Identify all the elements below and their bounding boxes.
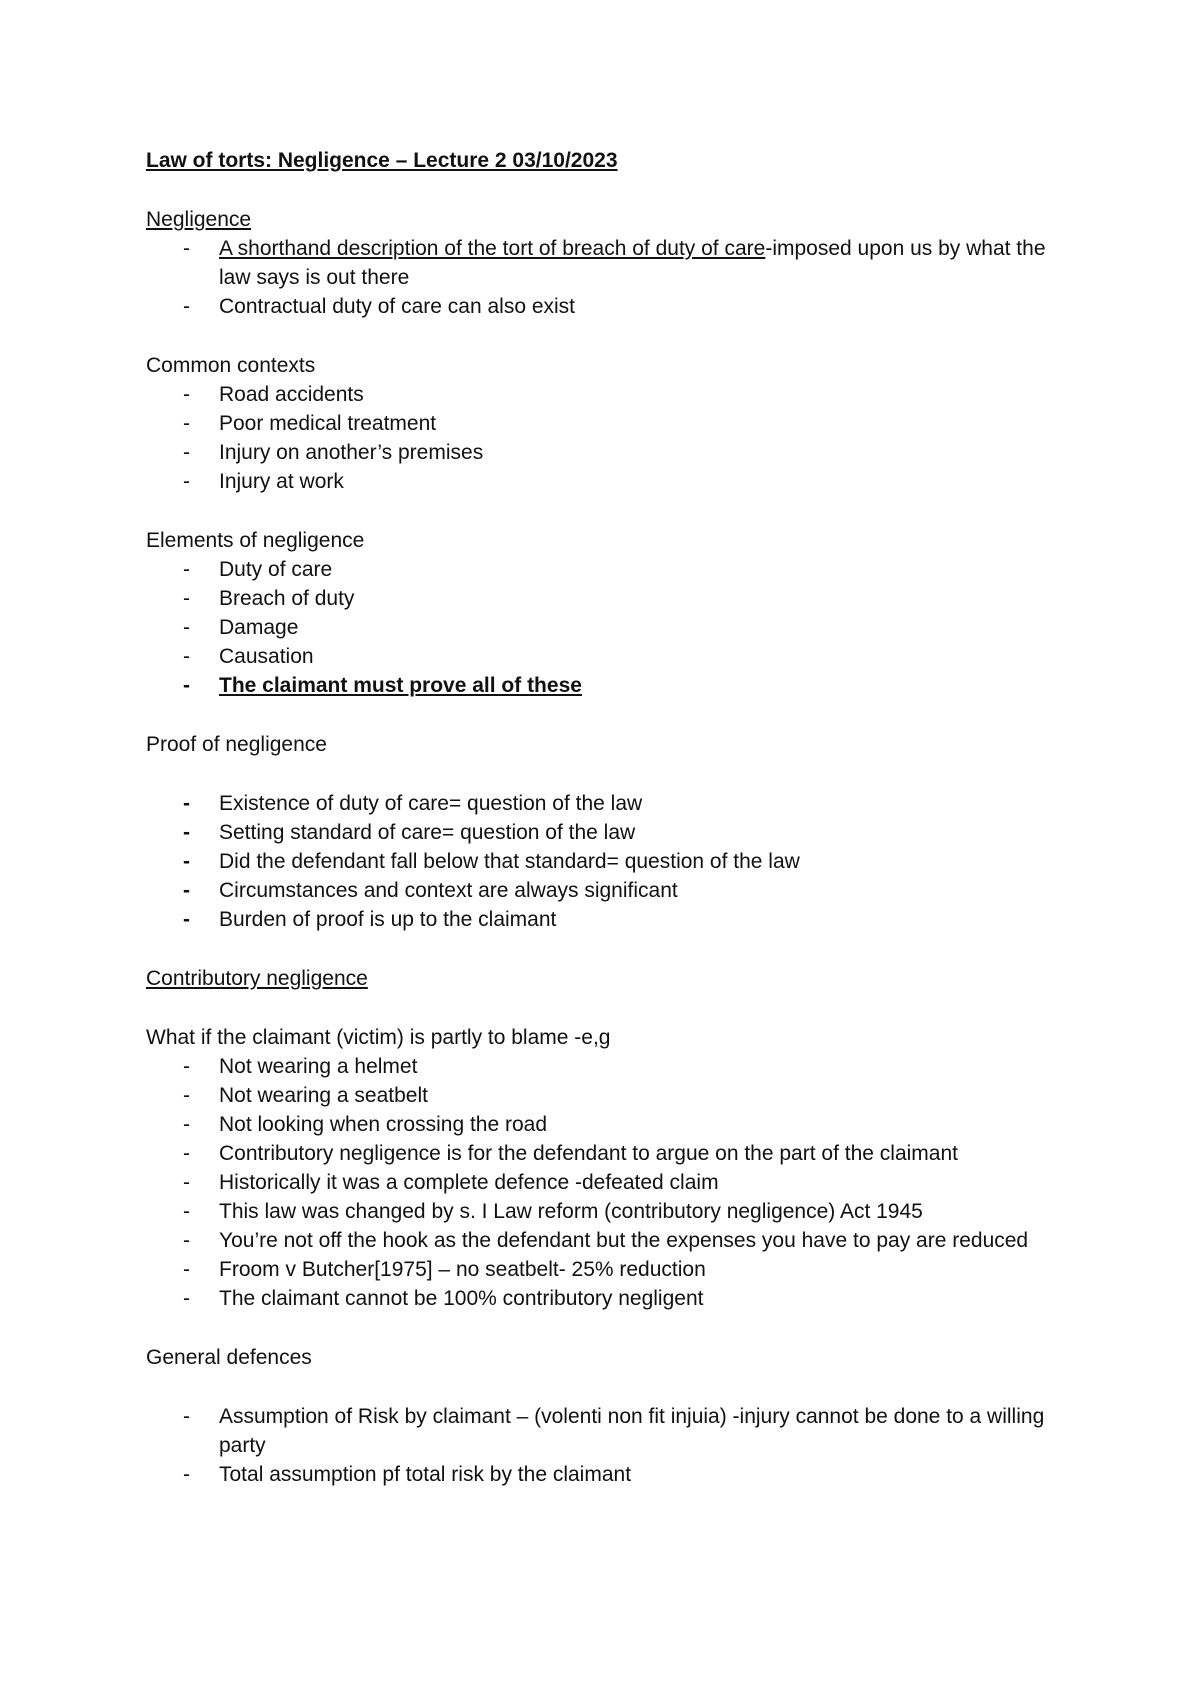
contributory-question: What if the claimant (victim) is partly to blame -e,g bbox=[146, 1026, 611, 1049]
list-common-contexts bbox=[146, 380, 1046, 496]
list-proof bbox=[146, 789, 1046, 934]
spacer bbox=[146, 934, 1046, 964]
spacer bbox=[146, 700, 1046, 730]
list-item bbox=[146, 1255, 1046, 1284]
list-item bbox=[146, 1402, 1046, 1460]
dash-marker: - bbox=[183, 1229, 190, 1252]
list-item-text: Damage bbox=[219, 616, 299, 639]
list-item bbox=[146, 1197, 1046, 1226]
list-item-text: Not looking when crossing the road bbox=[219, 1113, 548, 1136]
list-item bbox=[146, 613, 1046, 642]
list-item bbox=[146, 467, 1046, 496]
list-item bbox=[146, 1168, 1046, 1197]
list-item bbox=[146, 1081, 1046, 1110]
list-item-text: Historically it was a complete defence -defeated claim bbox=[219, 1171, 719, 1194]
dash-marker: - bbox=[183, 879, 190, 902]
dash-marker: - bbox=[183, 587, 190, 610]
list-item bbox=[146, 1284, 1046, 1313]
dash-marker: - bbox=[183, 792, 190, 815]
dash-marker: - bbox=[183, 412, 190, 435]
spacer bbox=[146, 993, 1046, 1023]
list-item-text: Assumption of Risk by claimant – (volenti non fit injuia) -injury cannot be done to a willing party bbox=[219, 1405, 1045, 1457]
list-item-text: Not wearing a seatbelt bbox=[219, 1084, 428, 1107]
list-item bbox=[146, 409, 1046, 438]
definition-rest: -imposed upon us by what the law says is out there bbox=[219, 237, 1046, 289]
list-item-text: Existence of duty of care= question of the law bbox=[219, 792, 643, 815]
list-item bbox=[146, 642, 1046, 671]
list-general-defences bbox=[146, 1402, 1046, 1489]
list-item bbox=[146, 876, 1046, 905]
list-item bbox=[146, 555, 1046, 584]
dash-marker: - bbox=[183, 1055, 190, 1078]
list-item-text: Injury on another’s premises bbox=[219, 441, 484, 464]
dash-marker: - bbox=[183, 558, 190, 581]
list-item-emphasis bbox=[146, 671, 1046, 700]
list-item-text: Did the defendant fall below that standard= question of the law bbox=[219, 850, 800, 873]
list-elements bbox=[146, 555, 1046, 700]
dash-marker: - bbox=[183, 850, 190, 873]
section-heading-general-defences: General defences bbox=[146, 1346, 312, 1369]
list-item bbox=[146, 1226, 1046, 1255]
dash-marker: - bbox=[183, 1084, 190, 1107]
definition-underlined: A shorthand description of the tort of breach of duty of care bbox=[219, 237, 766, 260]
spacer bbox=[146, 496, 1046, 526]
list-item bbox=[146, 1139, 1046, 1168]
list-item-text: Causation bbox=[219, 645, 314, 668]
list-item-text: Circumstances and context are always significant bbox=[219, 879, 678, 902]
list-item-text: This law was changed by s. I Law reform (contributory negligence) Act 1945 bbox=[219, 1200, 923, 1223]
list-item-text: Total assumption pf total risk by the claimant bbox=[219, 1463, 632, 1486]
list-item-text: Breach of duty bbox=[219, 587, 355, 610]
list-item-text: Setting standard of care= question of the law bbox=[219, 821, 636, 844]
dash-marker: - bbox=[183, 908, 190, 931]
dash-marker: - bbox=[183, 1171, 190, 1194]
dash-marker: - bbox=[183, 1200, 190, 1223]
dash-marker: - bbox=[183, 237, 190, 260]
spacer bbox=[146, 175, 1046, 205]
list-item bbox=[146, 818, 1046, 847]
list-item bbox=[146, 789, 1046, 818]
list-item-text: Burden of proof is up to the claimant bbox=[219, 908, 557, 931]
document-title: Law of torts: Negligence – Lecture 2 03/10/2023 bbox=[146, 149, 618, 172]
list-contributory bbox=[146, 1052, 1046, 1313]
dash-marker: - bbox=[183, 616, 190, 639]
list-item-text: Contributory negligence is for the defendant to argue on the part of the claimant bbox=[219, 1142, 958, 1165]
list-item-text: Duty of care bbox=[219, 558, 333, 581]
list-item bbox=[146, 1460, 1046, 1489]
section-heading-elements: Elements of negligence bbox=[146, 529, 365, 552]
dash-marker: - bbox=[183, 1142, 190, 1165]
spacer bbox=[146, 759, 1046, 789]
dash-marker: - bbox=[183, 470, 190, 493]
list-item bbox=[146, 1110, 1046, 1139]
list-negligence bbox=[146, 234, 1046, 321]
dash-marker: - bbox=[183, 383, 190, 406]
list-item-text: The claimant must prove all of these bbox=[219, 674, 582, 697]
section-heading-common-contexts: Common contexts bbox=[146, 354, 316, 377]
list-item-text: You’re not off the hook as the defendant but the expenses you have to pay are reduced bbox=[219, 1229, 1029, 1252]
list-item bbox=[146, 847, 1046, 876]
list-item bbox=[146, 234, 1046, 292]
list-item bbox=[146, 292, 1046, 321]
list-item-text: Froom v Butcher[1975] – no seatbelt- 25% reduction bbox=[219, 1258, 706, 1281]
list-item bbox=[146, 380, 1046, 409]
dash-marker: - bbox=[183, 1405, 190, 1428]
dash-marker: - bbox=[183, 441, 190, 464]
spacer bbox=[146, 321, 1046, 351]
section-heading-proof: Proof of negligence bbox=[146, 733, 327, 756]
list-item-text: Contractual duty of care can also exist bbox=[219, 295, 576, 318]
dash-marker: - bbox=[183, 1113, 190, 1136]
dash-marker: - bbox=[183, 821, 190, 844]
list-item-text: Injury at work bbox=[219, 470, 344, 493]
list-item-text: Road accidents bbox=[219, 383, 364, 406]
dash-marker: - bbox=[183, 645, 190, 668]
section-heading-negligence: Negligence bbox=[146, 208, 252, 231]
list-item-text: Not wearing a helmet bbox=[219, 1055, 418, 1078]
dash-marker: - bbox=[183, 1287, 190, 1310]
dash-marker: - bbox=[183, 295, 190, 318]
dash-marker: - bbox=[183, 1463, 190, 1486]
dash-marker: - bbox=[183, 1258, 190, 1281]
spacer bbox=[146, 1372, 1046, 1402]
dash-marker: - bbox=[183, 674, 190, 697]
list-item-text: The claimant cannot be 100% contributory negligent bbox=[219, 1287, 704, 1310]
document-page bbox=[146, 146, 1046, 1489]
section-heading-contributory: Contributory negligence bbox=[146, 967, 368, 990]
spacer bbox=[146, 1313, 1046, 1343]
list-item bbox=[146, 584, 1046, 613]
list-item bbox=[146, 1052, 1046, 1081]
list-item bbox=[146, 438, 1046, 467]
list-item-text: Poor medical treatment bbox=[219, 412, 437, 435]
list-item bbox=[146, 905, 1046, 934]
